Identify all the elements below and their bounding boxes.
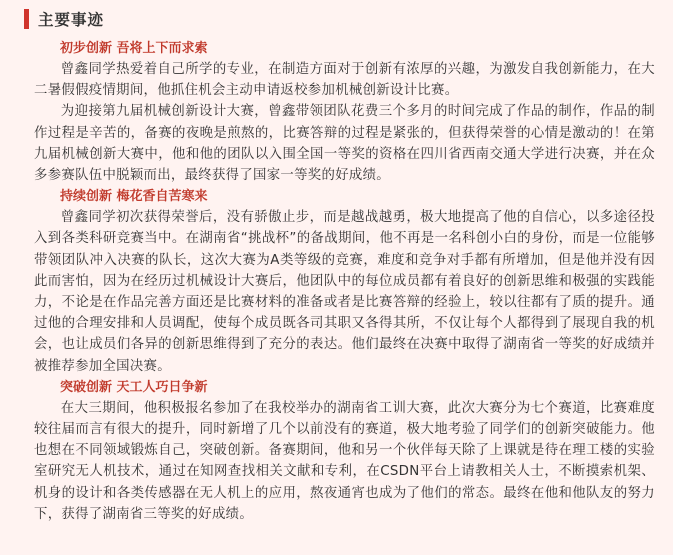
section-1-paragraph-2: 为迎接第九届机械创新设计大赛，曾鑫带领团队花费三个多月的时间完成了作品的制作，作品的制作过程是辛苦的，备赛的夜晚是煎熬的，比赛答辩的过程是紧张的，但获得荣誉的心情是激动的！在第九届机械创新大赛中，他和他的团队以入围全国一等奖的资格在四川省西南交通大学进行决赛，并在众多参赛队伍中脱颖而出，最终获得了国家一等奖的好成绩。 <box>34 104 655 184</box>
section-1-paragraph-1: 曾鑫同学热爱着自己所学的专业，在制造方面对于创新有浓厚的兴趣，为激发自我创新能力，在大二暑假假疫情期间，他抓住机会主动申请返校参加机械创新设计比赛。 <box>34 62 655 99</box>
section-3-title: 突破创新 天工人巧日争新 <box>60 379 208 395</box>
section-2-title: 持续创新 梅花香自苦寒来 <box>60 189 208 205</box>
section-2 <box>30 186 655 377</box>
page-title: 主要事迹 <box>38 11 105 29</box>
header-accent-bar <box>24 9 29 29</box>
section-2-paragraph-1: 曾鑫同学初次获得荣誉后，没有骄傲止步，而是越战越勇，极大地提高了他的自信心，以多途径投入到各类科研竞赛当中。在湖南省“挑战杯”的备战期间，他不再是一名科创小白的身份，而是一位能够带领团队冲入决赛的队长，这次大赛为A类等级的竞赛，难度和竞争对手都有所增加，但是他并没有因此而害怕，因为在经历过机械设计大赛后，他团队中的每位成员都有着良好的创新思维和极强的实践能力，不论是在作品完善方面还是比赛材料的准备或者是比赛答辩的经验上，较以往都有了质的提升。通过他的合理安排和人员调配，使每个成员既各司其职又各得其所，不仅让每个人都得到了展现自我的机会，也让成员们各异的创新思维得到了充分的表达。他们最终在决赛中取得了湖南省一等奖的好成绩并被推荐参加全国决赛。 <box>34 210 655 374</box>
section-header <box>30 6 655 32</box>
section-1 <box>30 38 655 186</box>
section-1-title: 初步创新 吾将上下而求索 <box>60 41 208 56</box>
section-3 <box>30 377 655 525</box>
section-3-paragraph-1: 在大三期间，他积极报名参加了在我校举办的湖南省工训大赛，此次大赛分为七个赛道，比赛难度较往届而言有很大的提升，同时新增了几个以前没有的赛道，极大地考验了同学们的创新突破能力。他也想在不同领域锻炼自己，突破创新。备赛期间，他和另一个伙伴每天除了上课就是待在理工楼的实验室研究无人机技术，通过在知网查找相关文献和专利，在CSDN平台上请教相关人士，不断摸索机架、机身的设计和各类传感器在无人机上的应用，熬夜通宵也成为了他们的常态。最终在他和他队友的努力下，获得了湖南省三等奖的好成绩。 <box>34 400 655 522</box>
